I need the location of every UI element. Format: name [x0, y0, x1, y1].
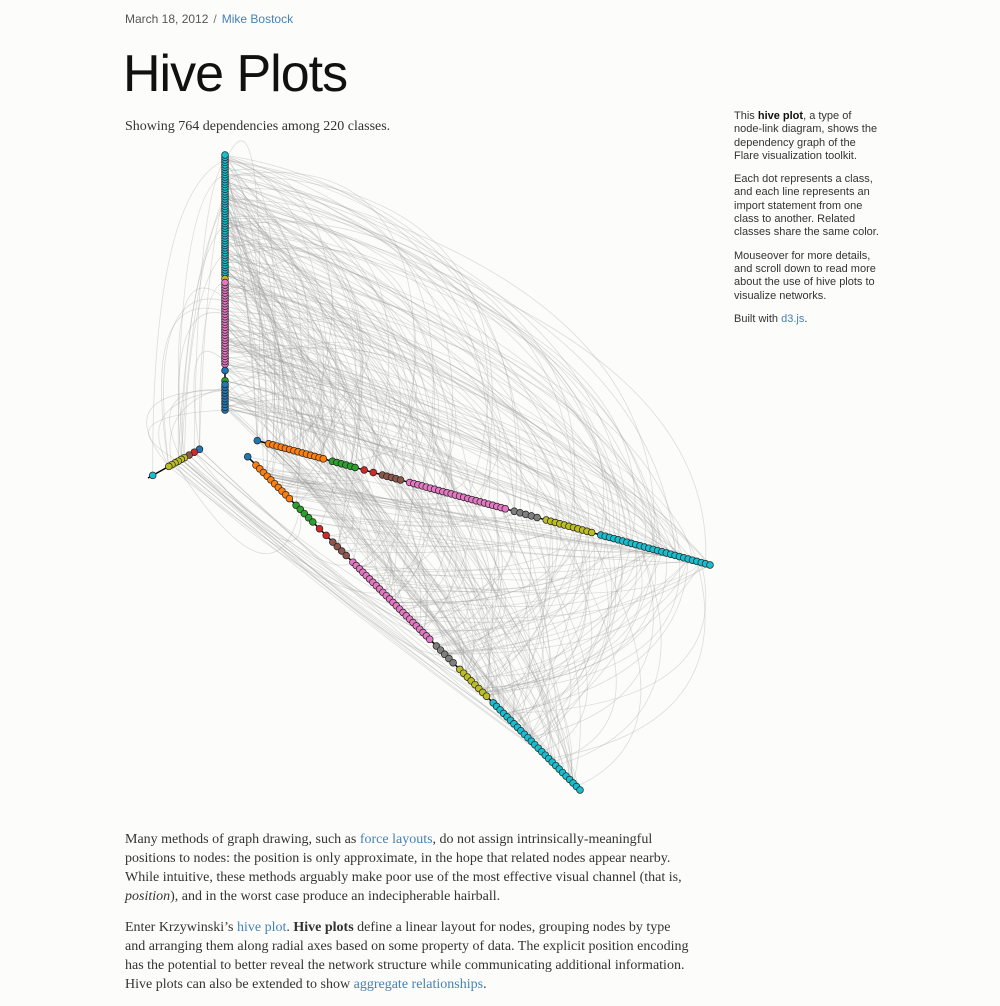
class-node[interactable] [426, 636, 433, 643]
sidebar-intro [734, 110, 879, 163]
dependency-link [194, 351, 225, 449]
class-node[interactable] [323, 532, 330, 539]
class-node[interactable] [320, 455, 327, 462]
sidebar-intro-text: This [734, 110, 758, 122]
class-node[interactable] [361, 467, 368, 474]
class-node[interactable] [309, 519, 316, 526]
p1-text-c: ), and in the worst case produce an indecipherable hairball. [170, 889, 501, 904]
page-title: Hive Plots [123, 45, 348, 103]
class-node[interactable] [222, 381, 229, 388]
author-link[interactable]: Mike Bostock [221, 12, 294, 26]
class-node[interactable] [707, 562, 714, 569]
class-node[interactable] [222, 152, 229, 159]
dependency-link [178, 175, 225, 462]
hive-plot-link[interactable]: hive plot [236, 920, 287, 935]
class-node[interactable] [254, 437, 261, 444]
sidebar-intro-rest: , a type of node-link diagram, shows the dependency graph of the Flare visualization toolkit. [734, 110, 878, 162]
sidebar-built-with [734, 313, 879, 326]
class-node[interactable] [352, 464, 359, 471]
class-node[interactable] [286, 495, 293, 502]
dependency-summary: Showing 764 dependencies among 220 classes. [125, 119, 391, 134]
sidebar-mouseover-note: Mouseover for more details, and scroll down to read more about the use of hive plots to visualize networks. [734, 249, 876, 302]
class-node[interactable] [165, 463, 172, 470]
dependency-link [194, 160, 225, 452]
meta-separator: / [213, 12, 217, 26]
class-node[interactable] [502, 505, 509, 512]
d3-link[interactable]: d3.js [781, 312, 805, 325]
p1-text-a: Many methods of graph drawing, such as [125, 832, 360, 847]
sidebar-legend-note: Each dot represents a class, and each line represents an import statement from one class to another. Related classes share the same color. [734, 173, 879, 239]
hive-plot-term: hive plot [757, 110, 804, 122]
p2-text-end: . [483, 977, 487, 992]
class-node[interactable] [483, 693, 490, 700]
class-node[interactable] [534, 514, 541, 521]
p2-text-c: define a linear layout for nodes, grouping nodes by type and arranging them along radial axes based on some property of data. The explicit position encoding has the potential to better reveal the network structure while communicating additional information. Hive plots can also be extended to show [125, 920, 689, 992]
article-body [125, 830, 690, 1006]
post-date: March 18, 2012 [125, 12, 209, 26]
class-node[interactable] [370, 469, 377, 476]
p2-text-a: Enter Krzywinski’s [125, 920, 237, 935]
aggregate-relationships-link[interactable]: aggregate relationships [353, 977, 484, 992]
class-node[interactable] [343, 552, 350, 559]
class-node[interactable] [222, 279, 229, 286]
class-node[interactable] [244, 453, 251, 460]
built-with-text: Built with [734, 312, 782, 325]
class-node[interactable] [316, 525, 323, 532]
axis-layer [148, 155, 710, 790]
built-with-end: . [804, 312, 808, 325]
sidebar [734, 110, 879, 336]
dependency-link [184, 253, 225, 458]
class-node[interactable] [149, 472, 156, 479]
class-node[interactable] [450, 659, 457, 666]
p2-text-b: . [286, 920, 294, 935]
force-layouts-link[interactable]: force layouts [359, 832, 433, 847]
dependency-link [181, 194, 225, 459]
class-node[interactable] [577, 787, 584, 794]
position-term: position [125, 889, 171, 904]
hive-plots-term: Hive plots [293, 920, 354, 935]
p1-text-b: , do not assign intrinsically-meaningful positions to nodes: the position is only approximate, in the hope that related nodes appear nearby. While intuitive, these methods arguably make poor use of the most effective visual channel (that is, [125, 832, 682, 885]
class-node[interactable] [397, 477, 404, 484]
article-paragraph-2 [125, 918, 690, 994]
article-paragraph-1 [125, 830, 690, 906]
class-node[interactable] [222, 367, 229, 374]
link-layer [147, 141, 710, 790]
class-node[interactable] [588, 529, 595, 536]
